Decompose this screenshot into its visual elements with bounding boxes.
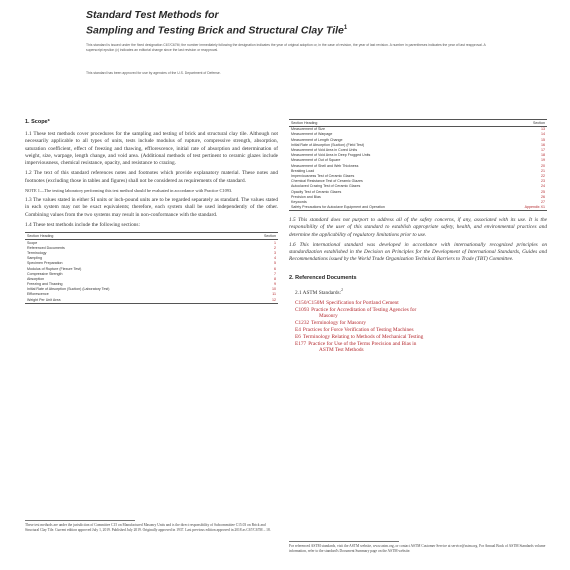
section-number-link[interactable]: 6 bbox=[274, 266, 276, 271]
sections-table-left bbox=[25, 232, 278, 303]
reference-item bbox=[289, 300, 547, 307]
footnote-rule bbox=[289, 541, 399, 542]
section-heading-cell: Measurement of Warpage bbox=[291, 132, 333, 137]
title-line-1: Standard Test Methods for bbox=[86, 9, 219, 21]
table-row bbox=[25, 297, 278, 303]
reference-item bbox=[289, 327, 547, 334]
reference-title-link[interactable]: Terminology Relating to Methods of Mechanical Testing bbox=[302, 333, 424, 340]
reference-code-link[interactable]: E4 bbox=[295, 327, 301, 334]
astm-website-footnote: For referenced ASTM standards, visit the ASTM website, www.astm.org, or contact ASTM Customer Service at service@astm.org. For Annual Book of ASTM Standards volume information, refer to the standard's Document Summary page on the ASTM website. bbox=[289, 544, 546, 553]
reference-title-link[interactable]: Terminology for Masonry bbox=[311, 320, 367, 327]
section-heading-cell: Terminology bbox=[27, 250, 47, 255]
reference-title-link[interactable]: Practice for Accreditation of Testing Agencies for bbox=[311, 306, 417, 313]
astm-footnote-marker: 2 bbox=[341, 287, 343, 292]
section-heading-cell: Modulus of Rupture (Flexure Test) bbox=[27, 266, 82, 271]
footnote-right bbox=[289, 541, 547, 553]
reference-code-link[interactable]: E6 bbox=[295, 333, 301, 340]
section-number-link[interactable]: 16 bbox=[541, 142, 545, 147]
reference-title-link[interactable]: Practices for Force Verification of Testing Machines bbox=[302, 327, 414, 334]
section-heading-cell: Precision and Bias bbox=[291, 194, 321, 199]
section-heading-cell: Keywords bbox=[291, 199, 307, 204]
section-number-link[interactable]: 19 bbox=[541, 158, 545, 163]
section-number-link[interactable]: 11 bbox=[272, 292, 276, 297]
reference-code-link[interactable]: C150/C150M bbox=[295, 299, 325, 306]
section-heading-cell: Imperviousness Test of Ceramic Glazes bbox=[291, 173, 355, 178]
section-heading-cell: Measurement of Length Change bbox=[291, 137, 343, 142]
section-number-link[interactable]: 17 bbox=[541, 148, 545, 153]
paragraph-1-3: 1.3 The values stated in either SI units or inch-pound units are to be regarded separately as standard. The values stated in each system may not be exact equivalents; therefore, each system shall be used independently of the other. Combining values from the two systems may result in non-conformance with the standard. bbox=[25, 197, 278, 218]
col-heading-section-heading: Section Heading bbox=[289, 120, 496, 127]
section-heading-cell: Measurement of Void Area in Deep Frogged Units bbox=[291, 153, 371, 158]
section-number-link[interactable]: 5 bbox=[274, 261, 276, 266]
note-1: NOTE 1—The testing laboratory performing this test method should be evaluated in accordance with Practice C1093. bbox=[25, 188, 233, 194]
paragraph-1-5: 1.5 This standard does not purport to address all of the safety concerns, if any, associated with its use. It is the responsibility of the user of this standard to establish appropriate safety, health, and environmental practices and determine the applicability of regulatory limitations prior to use. bbox=[289, 217, 547, 238]
section-heading-cell: Measurement of Size bbox=[291, 127, 325, 132]
reference-title-continuation[interactable]: ASTM Test Methods bbox=[319, 347, 364, 354]
document-title bbox=[86, 9, 506, 37]
jurisdiction-footnote: These test methods are under the jurisdiction of Committee C15 on Manufactured Masonry Units and is the direct responsibility of Subcommittee C15.03 on Brick and Structural Clay Tile. Current edition approved July 1, 2019. Published July 2019. Originally approved in 1937. Last previous edition approved in 2018 as C67/C67M – 18. bbox=[25, 523, 271, 532]
section-number-link[interactable]: 10 bbox=[272, 287, 276, 292]
section-heading-cell: Specimen Preparation bbox=[27, 261, 63, 266]
section-number-link[interactable]: 9 bbox=[274, 282, 276, 287]
dod-approval-notice: This standard has been approved for use by agencies of the U.S. Department of Defense. bbox=[86, 71, 221, 75]
section-heading-cell: Measurement of Shell and Web Thickness bbox=[291, 163, 359, 168]
referenced-documents-list bbox=[289, 300, 547, 354]
section-number-link[interactable]: 23 bbox=[541, 179, 545, 184]
section-heading-cell: Breaking Load bbox=[291, 168, 315, 173]
section-number-link[interactable]: 14 bbox=[541, 132, 545, 137]
section-number-link[interactable]: Appendix X1 bbox=[496, 205, 547, 211]
table-row bbox=[289, 205, 547, 211]
footnote-left bbox=[25, 520, 278, 532]
section-heading-cell: Efflorescence bbox=[27, 292, 49, 297]
astm-standards-intro: 2.1 ASTM Standards:$^2$ bbox=[295, 287, 343, 296]
section-number-link[interactable]: 26 bbox=[541, 194, 545, 199]
section-heading-cell: Compressive Strength bbox=[27, 271, 63, 276]
section-heading-cell: Initial Rate of Absorption (Suction) (Laboratory Test) bbox=[27, 287, 110, 292]
section-number-link[interactable]: 2 bbox=[274, 245, 276, 250]
section-number-link[interactable]: 3 bbox=[274, 250, 276, 255]
reference-code-link[interactable]: C1093 bbox=[295, 306, 310, 313]
scope-heading: 1. Scope* bbox=[25, 119, 50, 125]
sections-table-right bbox=[289, 119, 547, 211]
section-heading-cell: Initial Rate of Absorption (Suction) (Field Test) bbox=[291, 142, 365, 147]
reference-code-link[interactable]: C1232 bbox=[295, 320, 310, 327]
section-number-link[interactable]: 4 bbox=[274, 256, 276, 261]
section-heading-cell: Measurement of Out of Square bbox=[291, 158, 341, 163]
paragraph-1-4: 1.4 These test methods include the following sections: bbox=[25, 221, 140, 228]
reference-item bbox=[289, 334, 547, 341]
title-footnote-marker: 1 bbox=[343, 24, 348, 31]
reference-item bbox=[289, 307, 547, 321]
section-number-link[interactable]: 24 bbox=[541, 184, 545, 189]
paragraph-1-1: 1.1 These test methods cover procedures for the sampling and testing of brick and structural clay tile. Although not necessarily applicable to all types of units, tests include modulus of rupture, compressive strength, absorption, saturation coefficient, effect of freezing and thawing, efflorescence, initial rate of absorption and determination of weight, size, warpage, length change, and void area. (Additional methods of test pertinent to ceramic glazes include imperviousness, chemical resistance, opacity, and resistance to crazing. bbox=[25, 131, 278, 167]
section-heading-cell: Sampling bbox=[27, 256, 42, 261]
section-number-link[interactable]: 27 bbox=[541, 199, 545, 204]
section-number-link[interactable]: 13 bbox=[541, 127, 545, 132]
referenced-documents-heading: 2. Referenced Documents bbox=[289, 274, 357, 281]
col-heading-section-heading: Section Heading bbox=[25, 233, 238, 240]
section-heading-cell: Absorption bbox=[27, 276, 45, 281]
section-number-link[interactable]: 25 bbox=[541, 189, 545, 194]
col-heading-section: Section bbox=[496, 120, 547, 127]
title-line-2: Sampling and Testing Brick and Structural Clay Tile$^1$ bbox=[86, 24, 348, 36]
section-heading-cell: Safety Precautions for Autoclave Equipment and Operation bbox=[289, 205, 496, 211]
section-heading-cell: Weight Per Unit Area bbox=[25, 297, 238, 303]
section-number-link[interactable]: 18 bbox=[541, 153, 545, 158]
reference-item bbox=[289, 320, 547, 327]
reference-title-continuation[interactable]: Masonry bbox=[319, 313, 338, 320]
section-heading-cell: Measurement of Void Area in Cored Units bbox=[291, 148, 358, 153]
section-number-link[interactable]: 21 bbox=[541, 168, 545, 173]
section-heading-cell: Autoclaved Crazing Test of Ceramic Glazes bbox=[291, 184, 361, 189]
reference-title-link[interactable]: Specification for Portland Cement bbox=[326, 299, 399, 306]
left-column bbox=[25, 119, 278, 304]
paragraph-1-6: 1.6 This international standard was developed in accordance with internationally recognized principles on standardization established in the Decision on Principles for the Development of International Standards, Guides and Recommendations issued by the World Trade Organization Technical Barriers to Trade (TBT) Committee. bbox=[289, 241, 547, 263]
section-heading-cell: Freezing and Thawing bbox=[27, 282, 63, 287]
reference-code-link[interactable]: E177 bbox=[295, 340, 307, 347]
paragraph-1-2: 1.2 The text of this standard references notes and footnotes which provide explanatory material. These notes and footnotes (excluding those in tables and figures) shall not be considered as requirements of the standard. bbox=[25, 170, 278, 184]
section-heading-cell: Scope bbox=[27, 240, 38, 245]
section-number-link[interactable]: 1 bbox=[274, 240, 276, 245]
right-column bbox=[289, 119, 547, 354]
col-heading-section: Section bbox=[238, 233, 278, 240]
section-number-link[interactable]: 20 bbox=[541, 163, 545, 168]
section-heading-cell: Referenced Documents bbox=[27, 245, 65, 250]
section-number-link[interactable]: 12 bbox=[238, 297, 278, 303]
section-number-link[interactable]: 15 bbox=[541, 137, 545, 142]
section-heading-cell: Chemical Resistance Test of Ceramic Glazes bbox=[291, 179, 363, 184]
reference-item bbox=[289, 341, 547, 355]
section-heading-cell: Opacity Test of Ceramic Glazes bbox=[291, 189, 342, 194]
section-number-link[interactable]: 8 bbox=[274, 276, 276, 281]
reference-title-link[interactable]: Practice for Use of the Terms Precision and Bias in bbox=[308, 340, 417, 347]
section-number-link[interactable]: 7 bbox=[274, 271, 276, 276]
section-number-link[interactable]: 22 bbox=[541, 173, 545, 178]
footnote-rule bbox=[25, 520, 135, 521]
designation-notice: This standard is issued under the fixed designation C67/C67M; the number immediately following the designation indicates the year of original adoption or, in the case of revision, the year of last revision. A number in parentheses indicates the year of last reapproval. A superscript epsilon (ε) indicates an editorial change since the last revision or reapproval. bbox=[86, 43, 486, 52]
